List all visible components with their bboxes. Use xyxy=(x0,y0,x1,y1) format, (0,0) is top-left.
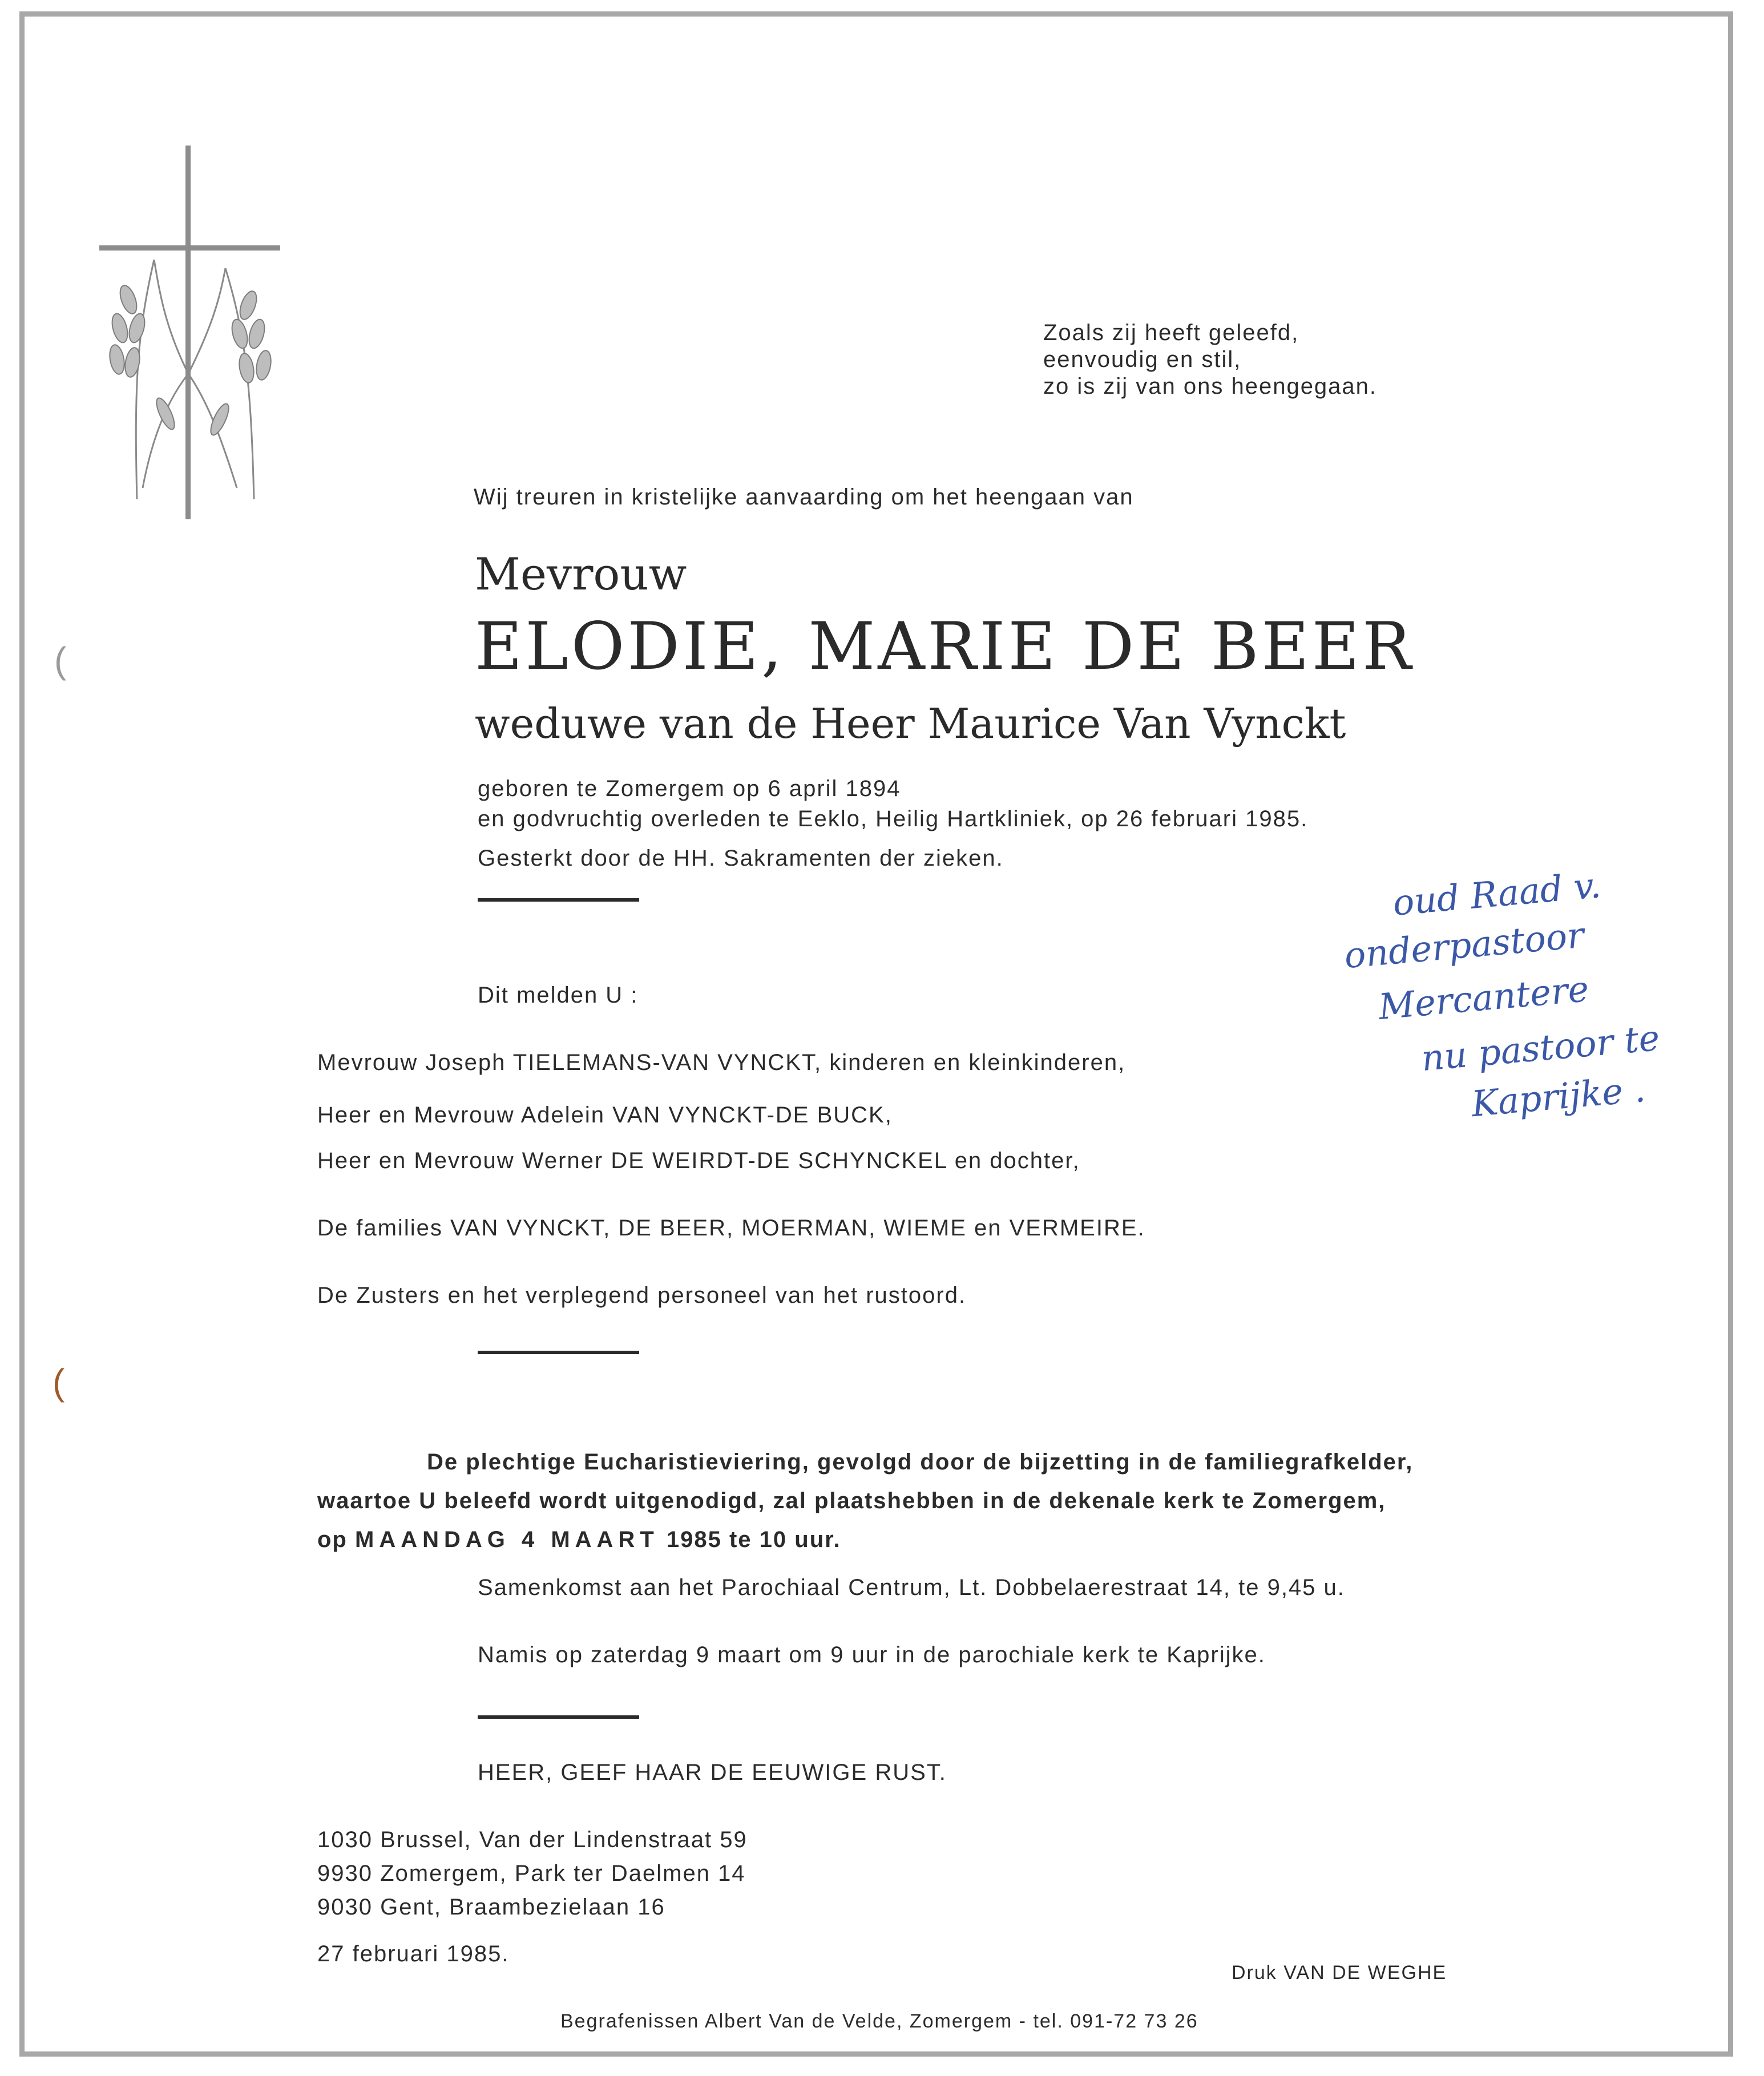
family-line: Heer en Mevrouw Adelein VAN VYNCKT-DE BUCK, xyxy=(317,1102,893,1128)
divider xyxy=(478,1715,639,1719)
handwritten-note: Kaprijke . xyxy=(1470,1068,1647,1125)
ceremony-prefix: op xyxy=(317,1527,348,1552)
announce-text: Dit melden U : xyxy=(478,983,639,1008)
poem xyxy=(1043,320,1377,400)
death-text: en godvruchtig overleden te Eeklo, Heilig Hartkliniek, op 26 februari 1985. xyxy=(478,806,1309,831)
handwritten-note: oud Raad v. xyxy=(1391,864,1602,924)
handwritten-note: Mercantere xyxy=(1377,968,1591,1028)
address-line: 1030 Brussel, Van der Lindenstraat 59 xyxy=(317,1827,748,1852)
ceremony-suffix: 1985 te 10 uur. xyxy=(666,1527,841,1552)
punch-hole-mark: ( xyxy=(54,640,67,681)
poem-line: zo is zij van ons heengegaan. xyxy=(1043,374,1378,399)
deceased-title: Mevrouw xyxy=(475,549,687,600)
gathering-text: Samenkomst aan het Parochiaal Centrum, Lt. Dobbelaerestraat 14, te 9,45 u. xyxy=(478,1575,1345,1600)
date-text: 27 februari 1985. xyxy=(317,1941,510,1966)
family-line: Heer en Mevrouw Werner DE WEIRDT-DE SCHYNCKEL en dochter, xyxy=(317,1148,1080,1173)
poem-line: Zoals zij heeft geleefd, xyxy=(1043,320,1299,345)
punch-hole-mark: ( xyxy=(53,1362,65,1403)
undertaker-text: Begrafenissen Albert Van de Velde, Zomergem - tel. 091-72 73 26 xyxy=(560,2010,1198,2032)
printer-text: Druk VAN DE WEGHE xyxy=(1232,1962,1447,1984)
handwritten-note: onderpastoor xyxy=(1342,914,1586,977)
handwritten-note: nu pastoor te xyxy=(1419,1016,1661,1080)
deceased-name: ELODIE, MARIE DE BEER xyxy=(475,608,1414,684)
sisters-text: De Zusters en het verplegend personeel van het rustoord. xyxy=(317,1283,967,1308)
address-line: 9030 Gent, Braambezielaan 16 xyxy=(317,1895,665,1920)
deceased-relation: weduwe van de Heer Maurice Van Vynckt xyxy=(475,700,1346,748)
intro-text: Wij treuren in kristelijke aanvaarding om het heengaan van xyxy=(474,484,1134,510)
later-mass-text: Namis op zaterdag 9 maart om 9 uur in de parochiale kerk te Kaprijke. xyxy=(478,1642,1266,1667)
prayer-text: HEER, GEEF HAAR DE EEUWIGE RUST. xyxy=(478,1760,947,1785)
ceremony-day: MAANDAG 4 MAART xyxy=(355,1527,659,1552)
ceremony-line: waartoe U beleefd wordt uitgenodigd, zal plaatshebben in de dekenale kerk te Zomergem, xyxy=(317,1488,1386,1513)
families-text: De families VAN VYNCKT, DE BEER, MOERMAN, WIEME en VERMEIRE. xyxy=(317,1215,1145,1241)
ceremony-line: De plechtige Eucharistieviering, gevolgd door de bijzetting in de familiegrafkelder, xyxy=(427,1449,1414,1475)
sacraments-text: Gesterkt door de HH. Sakramenten der zieken. xyxy=(478,846,1004,871)
cross-wheat-icon xyxy=(97,146,302,522)
address-line: 9930 Zomergem, Park ter Daelmen 14 xyxy=(317,1861,746,1886)
poem-line: eenvoudig en stil, xyxy=(1043,347,1242,372)
ceremony-date xyxy=(317,1527,841,1553)
divider xyxy=(478,898,639,902)
birth-text: geboren te Zomergem op 6 april 1894 xyxy=(478,776,901,801)
divider xyxy=(478,1351,639,1354)
family-line: Mevrouw Joseph TIELEMANS-VAN VYNCKT, kinderen en kleinkinderen, xyxy=(317,1050,1126,1075)
